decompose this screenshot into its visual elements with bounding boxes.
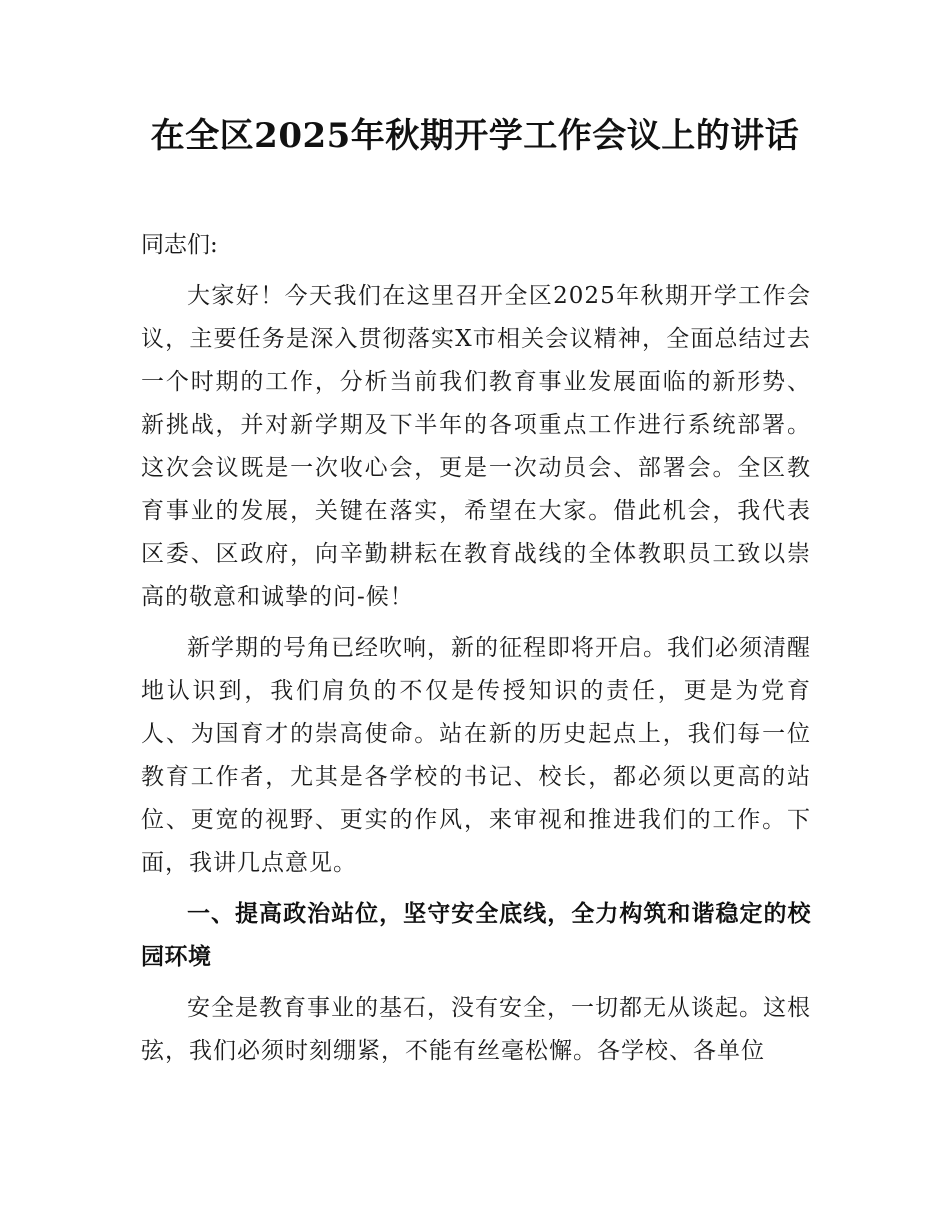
- paragraph-safety: 安全是教育事业的基石，没有安全，一切都无从谈起。这根弦，我们必须时刻绷紧，不能有丝毫松懈。各学校、各单位: [141, 995, 811, 1064]
- paragraph-new-semester: 新学期的号角已经吹响，新的征程即将开启。我们必须清醒地认识到，我们肩负的不仅是传授知识的责任，更是为党育人、为国育才的崇高使命。站在新的历史起点上，我们每一位教育工作者，尤其是各学校的书记、校长，都必须以更高的站位、更宽的视野、更实的作风，来审视和推进我们的工作。下面，我讲几点意见。: [141, 635, 811, 876]
- document-body: [141, 224, 811, 1081]
- salutation: 同志们:: [141, 232, 218, 258]
- document-title: 在全区2025年秋期开学工作会议上的讲话: [150, 116, 800, 156]
- paragraph-opening: 大家好！今天我们在这里召开全区2025年秋期开学工作会议，主要任务是深入贯彻落实X市相关会议精神，全面总结过去一个时期的工作，分析当前我们教育事业发展面临的新形势、新挑战，并对新学期及下半年的各项重点工作进行系统部署。这次会议既是一次收心会，更是一次动员会、部署会。全区教育事业的发展，关键在落实，希望在大家。借此机会，我代表区委、区政府，向辛勤耕耘在教育战线的全体教职员工致以崇高的敬意和诚挚的问-候！: [141, 283, 811, 610]
- section-heading-1: 一、提高政治站位，坚守安全底线，全力构筑和谐稳定的校园环境: [141, 901, 811, 970]
